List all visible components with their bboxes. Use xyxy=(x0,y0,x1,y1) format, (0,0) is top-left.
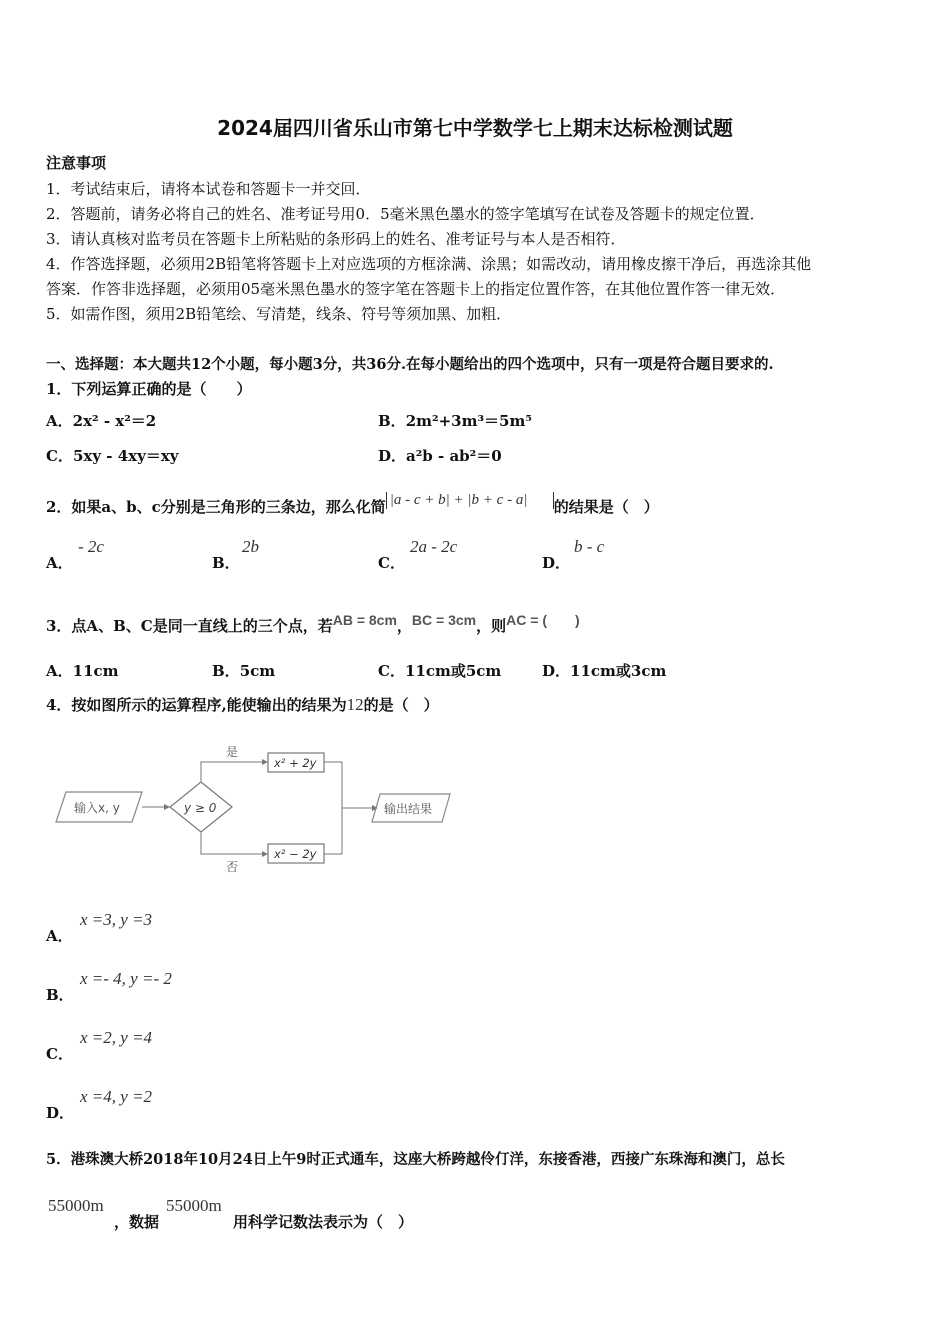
bottom-expr-label: x² − 2y xyxy=(274,847,317,861)
q2-option-a-label: A． xyxy=(46,554,73,572)
q2-option-c-label: C． xyxy=(378,554,405,572)
section-heading: 一、选择题：本大题共12个小题，每小题3分，共36分.在每小题给出的四个选项中，只有一项是符合题目要求的. xyxy=(46,356,774,373)
q2-option-b-label: B． xyxy=(212,554,240,572)
top-expr-label: x² + 2y xyxy=(274,756,317,770)
q4-option-b-label: B． xyxy=(46,986,74,1004)
notice-item-3: 3．请认真核对监考员在答题卡上所粘贴的条形码上的姓名、准考证号与本人是否相符． xyxy=(46,230,626,248)
q4-flowchart xyxy=(50,740,460,880)
q4-option-a-label: A． xyxy=(46,927,73,945)
notice-item-4-cont: 答案．作答非选择题，必须用05毫米黑色墨水的签字笔在答题卡上的指定位置作答，在其他位置作答一律无效． xyxy=(46,280,786,298)
q5-length-2: 55000m xyxy=(166,1196,222,1215)
q3-option-d: D．11cm或3cm xyxy=(542,662,667,680)
input-label: 输入x, y xyxy=(74,801,120,815)
no-label: 否 xyxy=(226,860,239,874)
notice-item-5: 5．如需作图，须用2B铅笔绘、写清楚，线条、符号等须加黑、加粗． xyxy=(46,305,512,323)
notice-heading: 注意事项 xyxy=(46,154,107,172)
page-title: 2024届四川省乐山市第七中学数学七上期末达标检测试题 xyxy=(217,116,733,140)
q5-mid: ，数据 xyxy=(114,1213,160,1231)
q4-option-a-text: x =3, y =3 xyxy=(80,910,153,929)
q2-option-b-text: 2b xyxy=(242,537,259,556)
q5-stem: 5．港珠澳大桥2018年10月24日上午9时正式通车，这座大桥跨越伶仃洋，东接香港，西接广东珠海和澳门，总长 xyxy=(46,1151,785,1168)
q4-option-d-label: D． xyxy=(46,1104,75,1122)
q1-option-c: C．5xy - 4xy＝xy xyxy=(46,447,179,465)
notice-item-4: 4．作答选择题，必须用2B铅笔将答题卡上对应选项的方框涂满、涂黑；如需改动，请用橡皮擦干净后，再选涂其他 xyxy=(46,255,812,273)
q1-option-a: A．2x² - x²＝2 xyxy=(46,412,157,430)
q2-option-a-text: - 2c xyxy=(78,537,104,556)
q3-option-a: A．11cm xyxy=(46,662,119,680)
q5-length-1: 55000m xyxy=(48,1196,104,1215)
q3-stem: 3．点A、B、C是同一直线上的三个点，若AB = 8cm，BC = 3cm，则AC = ( ) xyxy=(46,612,580,635)
q1-stem: 1．下列运算正确的是（ ） xyxy=(46,380,252,398)
q4-option-c-label: C． xyxy=(46,1045,73,1063)
condition-label: y ≥ 0 xyxy=(184,801,217,815)
q3-option-b: B．5cm xyxy=(212,662,276,680)
q4-option-c-text: x =2, y =4 xyxy=(80,1028,153,1047)
q1-option-d: D．a²b - ab²＝0 xyxy=(378,447,502,465)
q2-stem: 2．如果a、b、c分别是三角形的三条边，那么化简 |a - c + b| + |b + c - a| 的结果是（ ） xyxy=(46,492,659,516)
q3-ask-ac: AC = ( ) xyxy=(506,612,580,628)
q3-cond-ab: AB = 8cm xyxy=(332,612,397,628)
q2-option-c-text: 2a - 2c xyxy=(410,537,458,556)
q2-expression: |a - c + b| + |b + c - a| xyxy=(386,492,554,509)
q2-option-d-text: b - c xyxy=(574,537,605,556)
q3-cond-bc: BC = 3cm xyxy=(411,612,477,628)
q4-option-b-text: x =- 4, y =- 2 xyxy=(80,969,172,988)
q4-stem: 4．按如图所示的运算程序,能使输出的结果为12的是（ ） xyxy=(46,695,439,714)
q2-option-d-label: D． xyxy=(542,554,571,572)
yes-label: 是 xyxy=(226,745,239,759)
notice-item-2: 2．答题前，请务必将自己的姓名、准考证号用0．5毫米黑色墨水的签字笔填写在试卷及答题卡的规定位置． xyxy=(46,205,765,223)
q5-post: 用科学记数法表示为（ ） xyxy=(233,1213,414,1231)
q4-option-d-text: x =4, y =2 xyxy=(80,1087,153,1106)
notice-item-1: 1．考试结束后，请将本试卷和答题卡一并交回． xyxy=(46,180,371,198)
q1-option-b: B．2m²+3m³＝5m⁵ xyxy=(378,412,532,430)
output-label: 输出结果 xyxy=(384,802,433,816)
q3-option-c: C．11cm或5cm xyxy=(378,662,502,680)
